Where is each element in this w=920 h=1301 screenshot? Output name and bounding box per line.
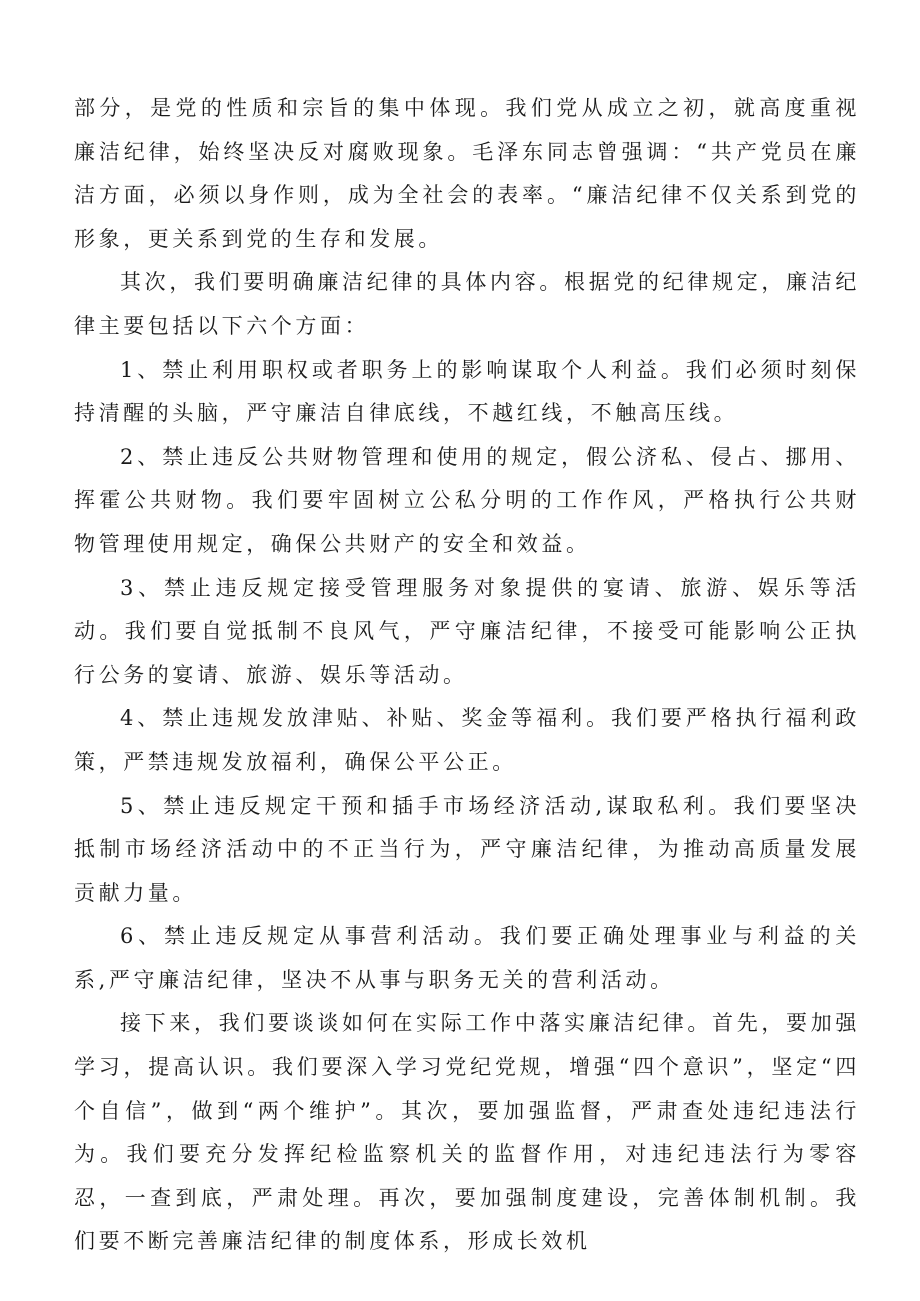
paragraph-5: 3、禁止违反规定接受管理服务对象提供的宴请、旅游、娱乐等活动。我们要自觉抵制不良风气，严守廉洁纪律，不接受可能影响公正执行公务的宴请、旅游、娱乐等活动。 [74,575,860,687]
paragraph-9: 接下来，我们要谈谈如何在实际工作中落实廉洁纪律。首先，要加强学习，提高认识。我们要深入学习党纪党规，增强“四个意识”，坚定“四个自信”，做到“两个维护”。其次，要加强监督，严肃查处违纪违法行为。我们要充分发挥纪检监察机关的监督作用，对违纪违法行为零容忍，一查到底，严肃处理。再次，要加强制度建设，完善体制机制。我们要不断完善廉洁纪律的制度体系，形成长效机 [74,1011,860,1254]
paragraph-1: 部分，是党的性质和宗旨的集中体现。我们党从成立之初，就高度重视廉洁纪律，始终坚决反对腐败现象。毛泽东同志曾强调：“共产党员在廉洁方面，必须以身作则，成为全社会的表率。“廉洁纪律不仅关系到党的形象，更关系到党的生存和发展。 [74,96,860,251]
document-body [74,87,860,1264]
paragraph-6: 4、禁止违规发放津贴、补贴、奖金等福利。我们要严格执行福利政策，严禁违规发放福利，确保公平公正。 [74,706,860,774]
paragraph-7: 5、禁止违反规定干预和插手市场经济活动,谋取私利。我们要坚决抵制市场经济活动中的不正当行为，严守廉洁纪律，为推动高质量发展贡献力量。 [74,793,860,905]
paragraph-4: 2、禁止违反公共财物管理和使用的规定，假公济私、侵占、挪用、挥霍公共财物。我们要牢固树立公私分明的工作作风，严格执行公共财物管理使用规定，确保公共财产的安全和效益。 [74,444,860,556]
paragraph-3: 1、禁止利用职权或者职务上的影响谋取个人利益。我们必须时刻保持清醒的头脑，严守廉洁自律底线，不越红线，不触高压线。 [74,357,860,426]
paragraph-8: 6、禁止违反规定从事营利活动。我们要正确处理事业与利益的关系,严守廉洁纪律，坚决不从事与职务无关的营利活动。 [74,924,860,992]
paragraph-2: 其次，我们要明确廉洁纪律的具体内容。根据党的纪律规定，廉洁纪律主要包括以下六个方面： [74,270,860,338]
